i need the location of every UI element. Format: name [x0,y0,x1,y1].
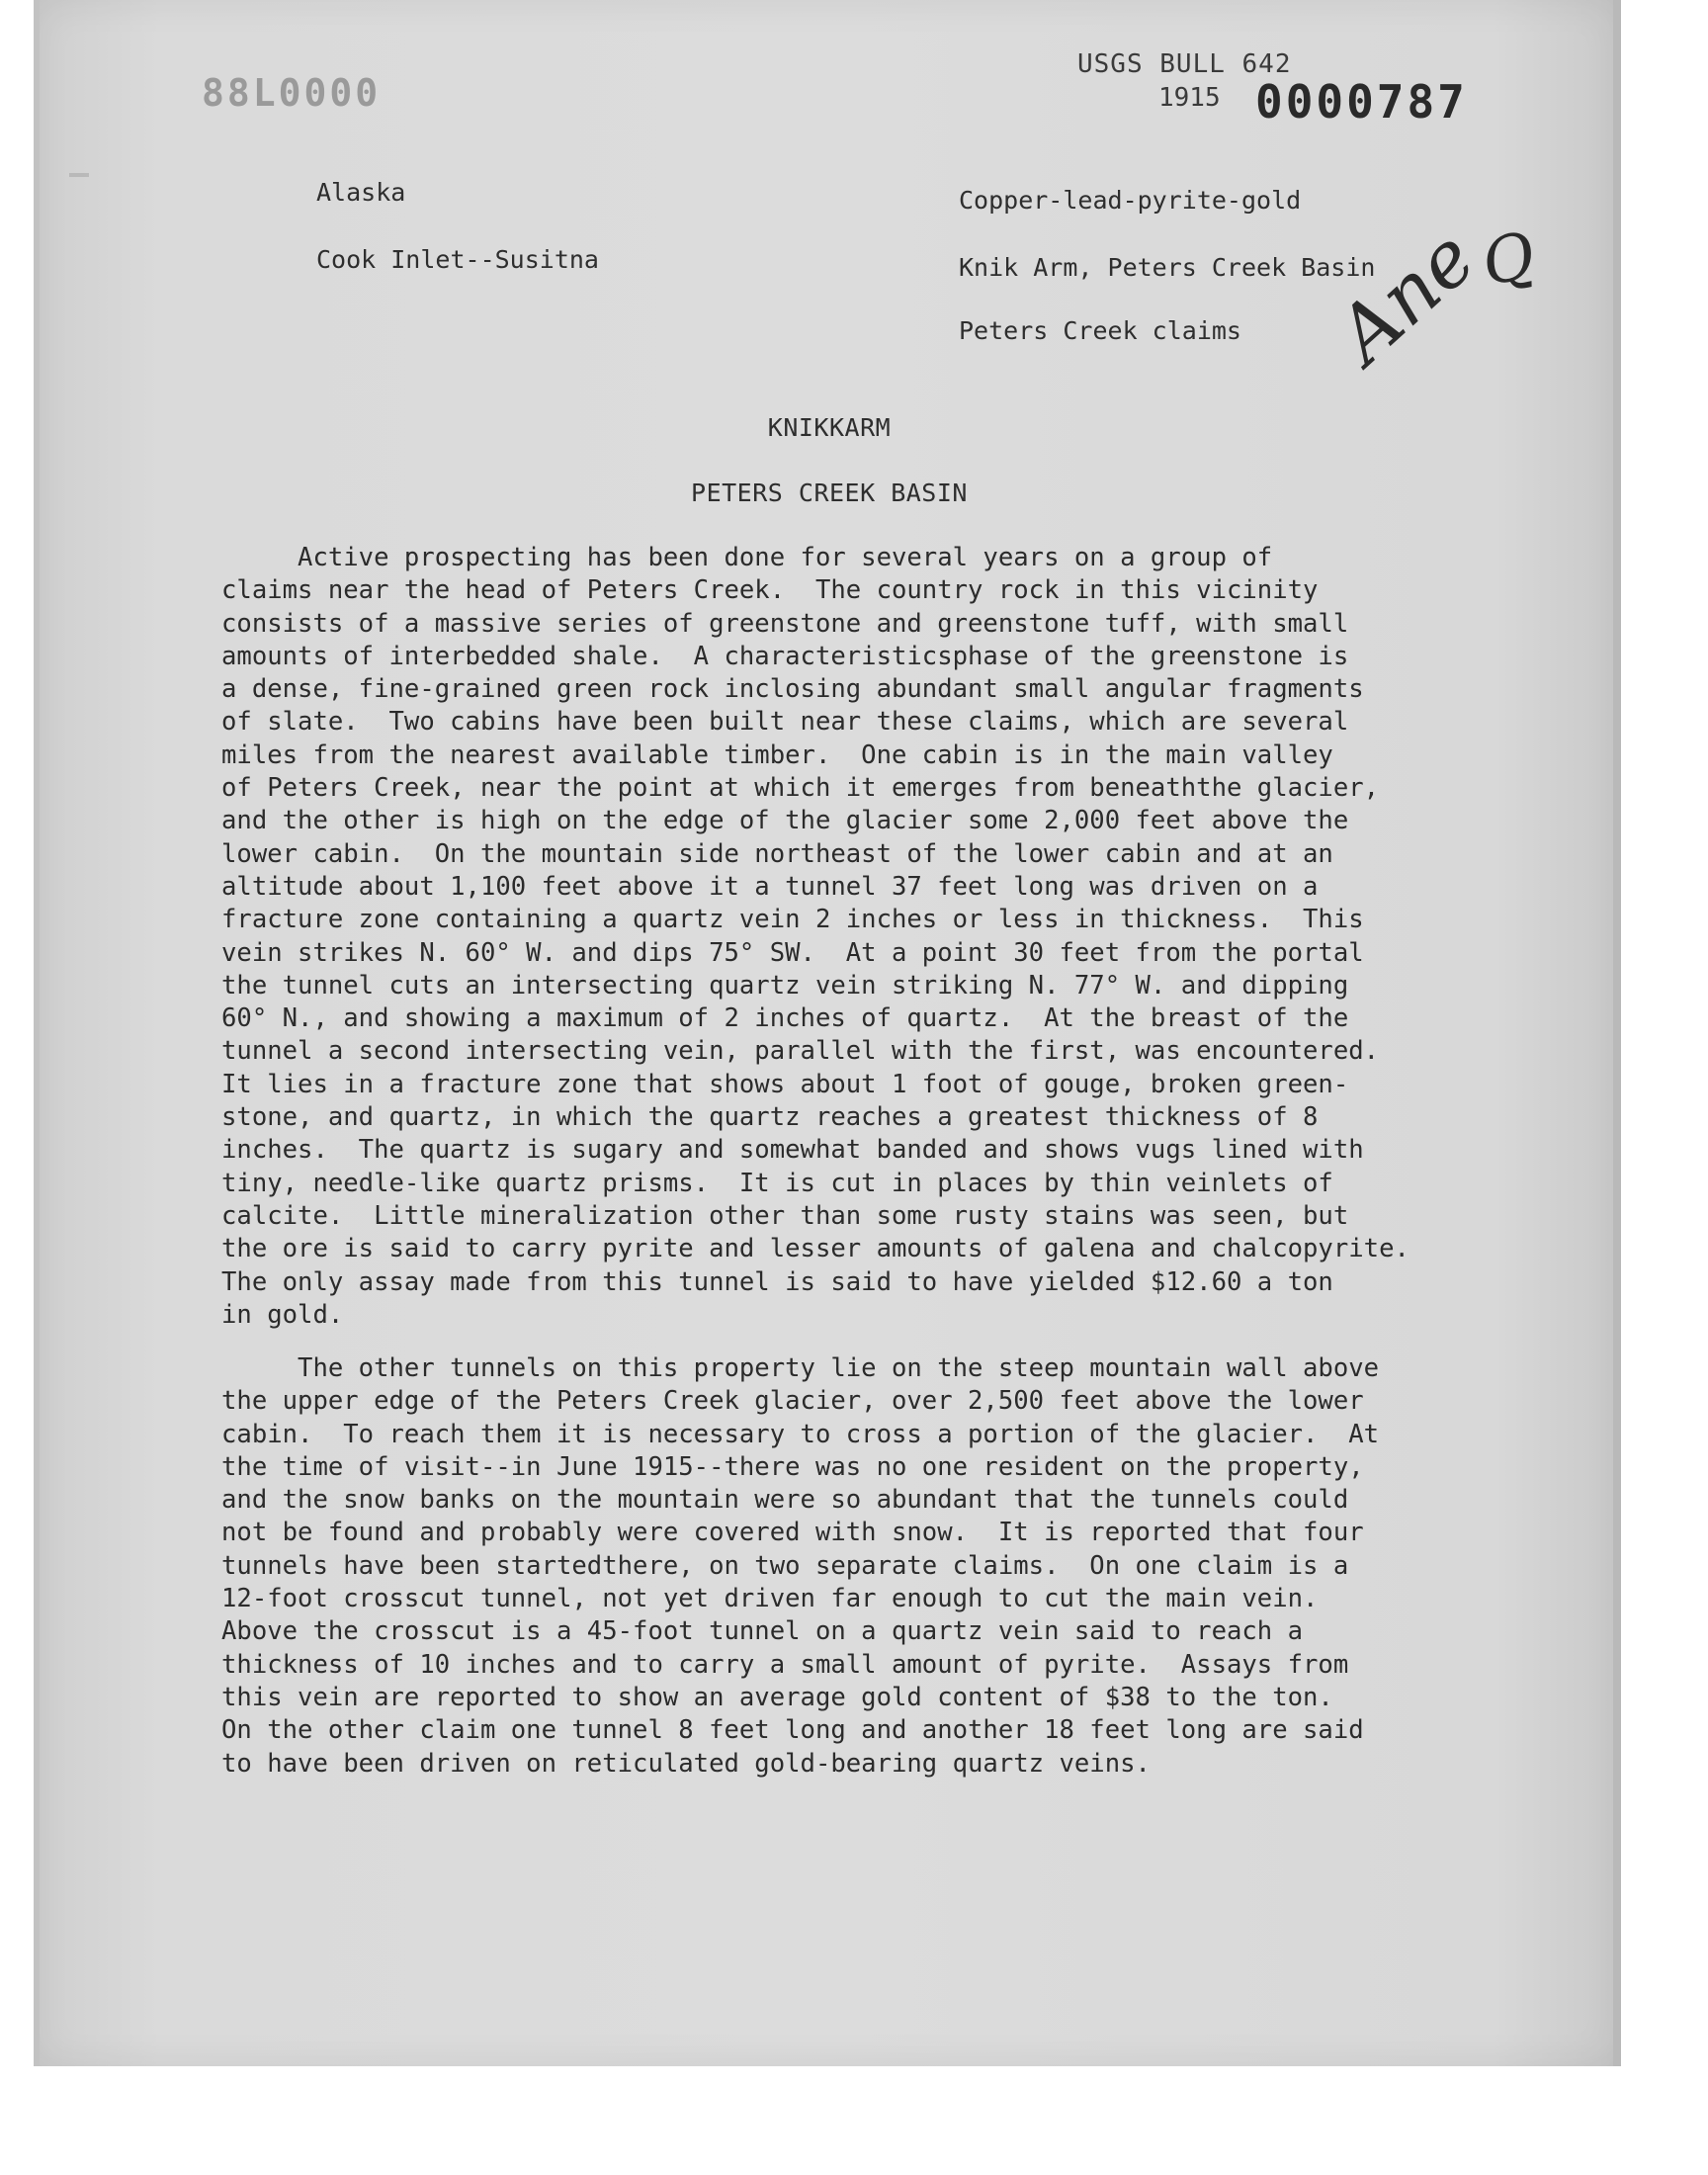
text-line: 12-foot crosscut tunnel, not yet driven far enough to cut the main vein. [221,1584,1319,1614]
text-line: not be found and probably were covered with snow. It is reported that four [221,1518,1364,1548]
stamp-number-right: 0000787 [1255,75,1468,129]
paragraph-2 [221,1352,1506,1781]
text-line: The other tunnels on this property lie on the steep mountain wall above [221,1353,1380,1383]
smudge-mark [69,173,89,177]
document-subtitle: PETERS CREEK BASIN [691,478,968,507]
usgs-bulletin-label: USGS BULL 642 [1077,49,1292,79]
text-line: The only assay made from this tunnel is said to have yielded $12.60 a ton [221,1266,1333,1297]
text-line: the tunnel cuts an intersecting quartz vein striking N. 77° W. and dipping [221,970,1349,1000]
text-line: It lies in a fracture zone that shows about 1 foot of gouge, broken green- [221,1069,1349,1099]
paragraph-1 [221,542,1506,1332]
bulletin-year: 1915 [1158,83,1221,113]
text-line: in gold. [221,1299,344,1330]
commodity-field: Copper-lead-pyrite-gold [959,186,1302,215]
document-title: KNIKKARM [767,413,892,442]
stamp-number-left: 88L0000 [202,71,382,115]
area-field: Knik Arm, Peters Creek Basin [959,253,1376,282]
region-field: Cook Inlet--Susitna [316,245,599,274]
page-left-edge [34,0,40,2066]
text-line: of Peters Creek, near the point at which it emerges from beneaththe glacier, [221,773,1380,804]
text-line: On the other claim one tunnel 8 feet long and another 18 feet long are said [221,1715,1364,1746]
text-line: of slate. Two cabins have been built near these claims, which are several [221,707,1349,738]
text-line: to have been driven on reticulated gold-bearing quartz veins. [221,1748,1151,1779]
text-line: tunnel a second intersecting vein, parallel with the first, was encountered. [221,1036,1380,1067]
text-line: cabin. To reach them it is necessary to cross a portion of the glacier. At [221,1419,1380,1449]
text-line: stone, and quartz, in which the quartz reaches a greatest thickness of 8 [221,1102,1319,1133]
text-line: inches. The quartz is sugary and somewhat banded and shows vugs lined with [221,1135,1364,1166]
property-field: Peters Creek claims [959,316,1241,345]
text-line: vein strikes N. 60° W. and dips 75° SW. At a point 30 feet from the portal [221,937,1364,968]
text-line: tunnels have been startedthere, on two separate claims. On one claim is a [221,1550,1349,1581]
text-line: and the other is high on the edge of the glacier some 2,000 feet above the [221,806,1349,836]
text-line: 60° N., and showing a maximum of 2 inches of quartz. At the breast of the [221,1003,1349,1034]
state-field: Alaska [316,178,406,207]
text-line: lower cabin. On the mountain side northeast of the lower cabin and at an [221,838,1333,869]
text-line: calcite. Little mineralization other than some rusty stains was seen, but [221,1200,1349,1231]
text-line: amounts of interbedded shale. A characteristicsphase of the greenstone is [221,641,1349,671]
text-line: miles from the nearest available timber. One cabin is in the main valley [221,740,1333,770]
text-line: Active prospecting has been done for several years on a group of [221,543,1273,572]
text-line: the ore is said to carry pyrite and lesser amounts of galena and chalcopyrite. [221,1234,1409,1264]
text-line: the time of visit--in June 1915--there was no one resident on the property, [221,1451,1364,1482]
text-line: thickness of 10 inches and to carry a small amount of pyrite. Assays from [221,1649,1349,1680]
text-line: a dense, fine-grained green rock inclosing abundant small angular fragments [221,674,1364,705]
text-line: consists of a massive series of greenstone and greenstone tuff, with small [221,608,1349,639]
text-line: Above the crosscut is a 45-foot tunnel on a quartz vein said to reach a [221,1616,1304,1647]
handwritten-note-ane: Ane [1321,213,1493,381]
text-line: altitude about 1,100 feet above it a tunnel 37 feet long was driven on a [221,871,1319,902]
text-line: fracture zone containing a quartz vein 2 inches or less in thickness. This [221,905,1364,935]
handwritten-note-q: Q [1475,218,1542,302]
text-line: this vein are reported to show an average gold content of $38 to the ton. [221,1682,1333,1712]
text-line: tiny, needle-like quartz prisms. It is cut in places by thin veinlets of [221,1168,1333,1198]
text-line: and the snow banks on the mountain were so abundant that the tunnels could [221,1485,1349,1516]
text-line: the upper edge of the Peters Creek glacier, over 2,500 feet above the lower [221,1386,1364,1417]
text-line: claims near the head of Peters Creek. The country rock in this vicinity [221,575,1319,606]
page-right-edge [1613,0,1621,2066]
